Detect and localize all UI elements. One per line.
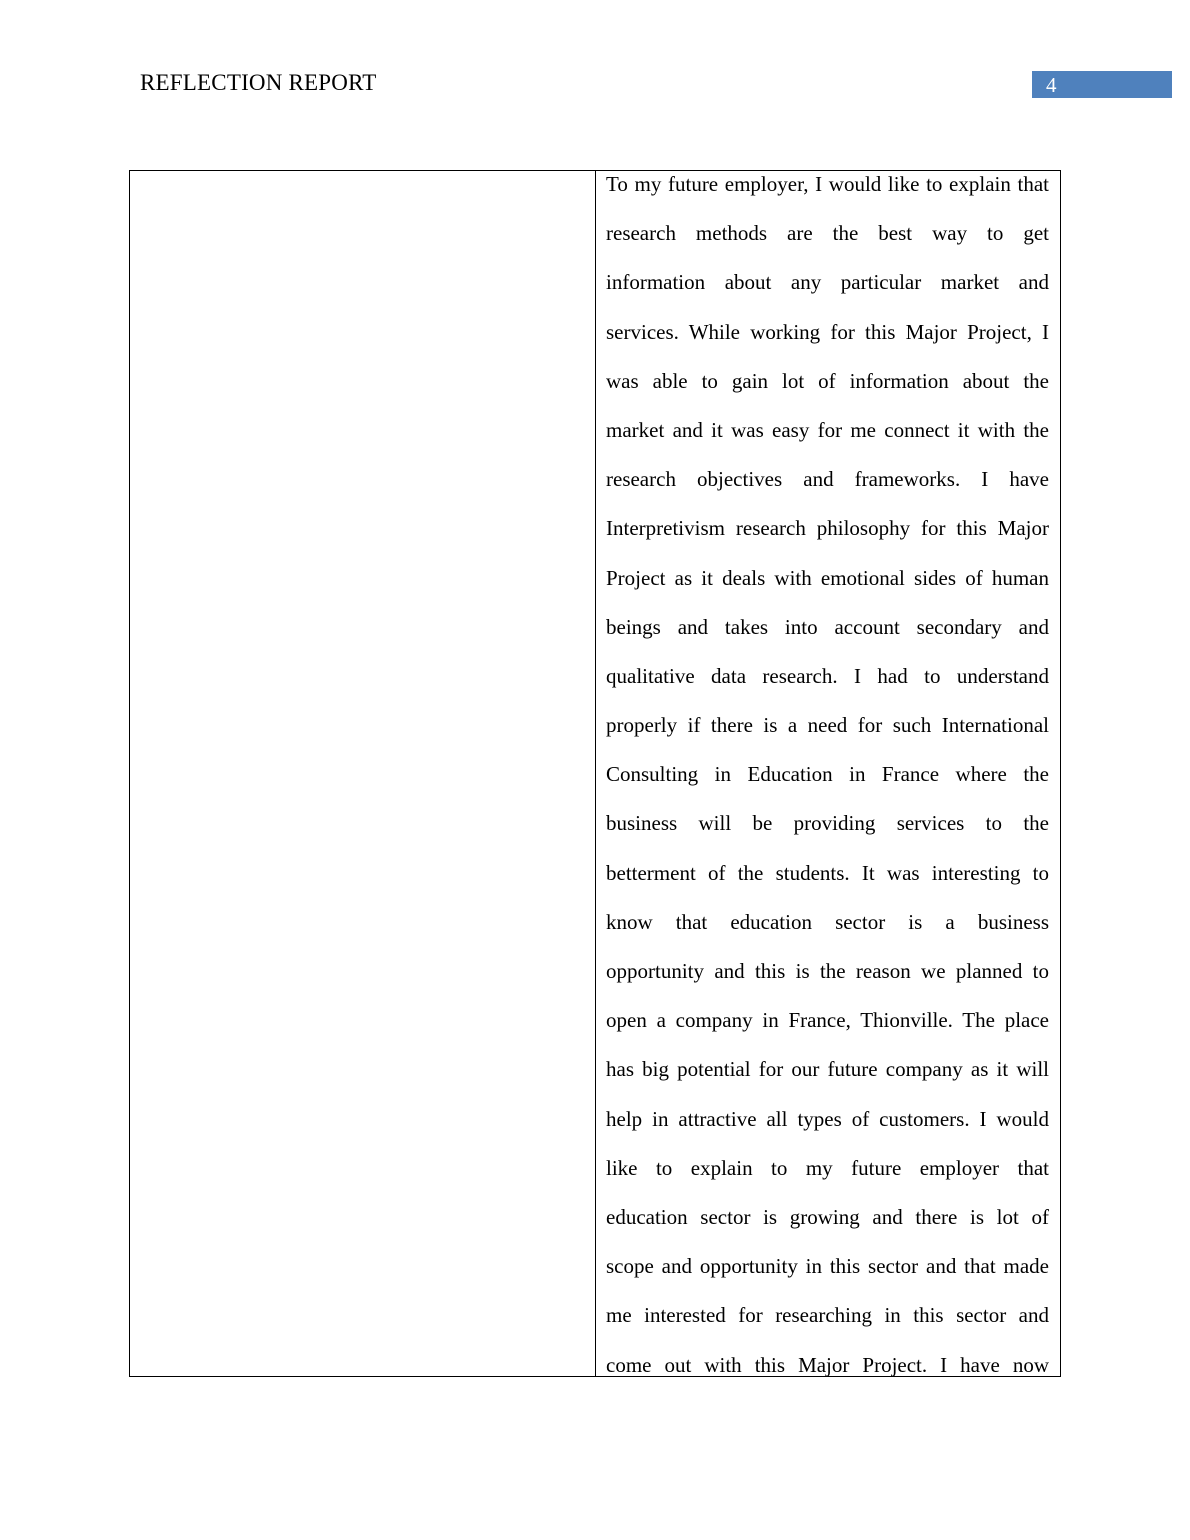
- paragraph-line: properly if there is a need for such International: [606, 713, 1049, 738]
- paragraph-line: information about any particular market and: [606, 270, 1049, 295]
- paragraph-line: research objectives and frameworks. I have: [606, 467, 1049, 492]
- table-cell-right: [596, 171, 1060, 1376]
- paragraph-line: market and it was easy for me connect it with the: [606, 417, 1049, 442]
- paragraph-line: betterment of the students. It was interesting to: [606, 860, 1049, 885]
- paragraph-line: come out with this Major Project. I have now: [606, 1352, 1049, 1376]
- paragraph-line: services. While working for this Major Project, I: [606, 319, 1049, 344]
- page-header-title: REFLECTION REPORT: [140, 70, 377, 95]
- paragraph-line: Interpretivism research philosophy for this Major: [606, 516, 1049, 541]
- paragraph-line: research methods are the best way to get: [606, 221, 1049, 246]
- paragraph-line: me interested for researching in this sector and: [606, 1303, 1049, 1328]
- paragraph-line: education sector is growing and there is lot of: [606, 1204, 1049, 1229]
- paragraph-line: beings and takes into account secondary and: [606, 614, 1049, 639]
- page-number: 4: [1032, 71, 1172, 98]
- paragraph-line: was able to gain lot of information about the: [606, 368, 1049, 393]
- paragraph-line: opportunity and this is the reason we planned to: [606, 959, 1049, 983]
- paragraph-line: know that education sector is a business: [606, 909, 1049, 934]
- table-cell-left: [130, 171, 596, 1376]
- reflection-table: [129, 170, 1061, 1377]
- paragraph-line: qualitative data research. I had to understand: [606, 663, 1049, 688]
- paragraph-line: Consulting in Education in France where the: [606, 762, 1049, 787]
- paragraph-line: help in attractive all types of customers. I would: [606, 1106, 1049, 1131]
- paragraph-line: Project as it deals with emotional sides of human: [606, 565, 1049, 590]
- paragraph-line: has big potential for our future company as it will: [606, 1057, 1049, 1082]
- paragraph-line: To my future employer, I would like to explain that: [606, 172, 1049, 196]
- paragraph-line: business will be providing services to the: [606, 811, 1049, 836]
- paragraph-line: open a company in France, Thionville. The place: [606, 1008, 1049, 1033]
- paragraph-line: like to explain to my future employer that: [606, 1155, 1049, 1180]
- paragraph-line: scope and opportunity in this sector and that made: [606, 1254, 1049, 1279]
